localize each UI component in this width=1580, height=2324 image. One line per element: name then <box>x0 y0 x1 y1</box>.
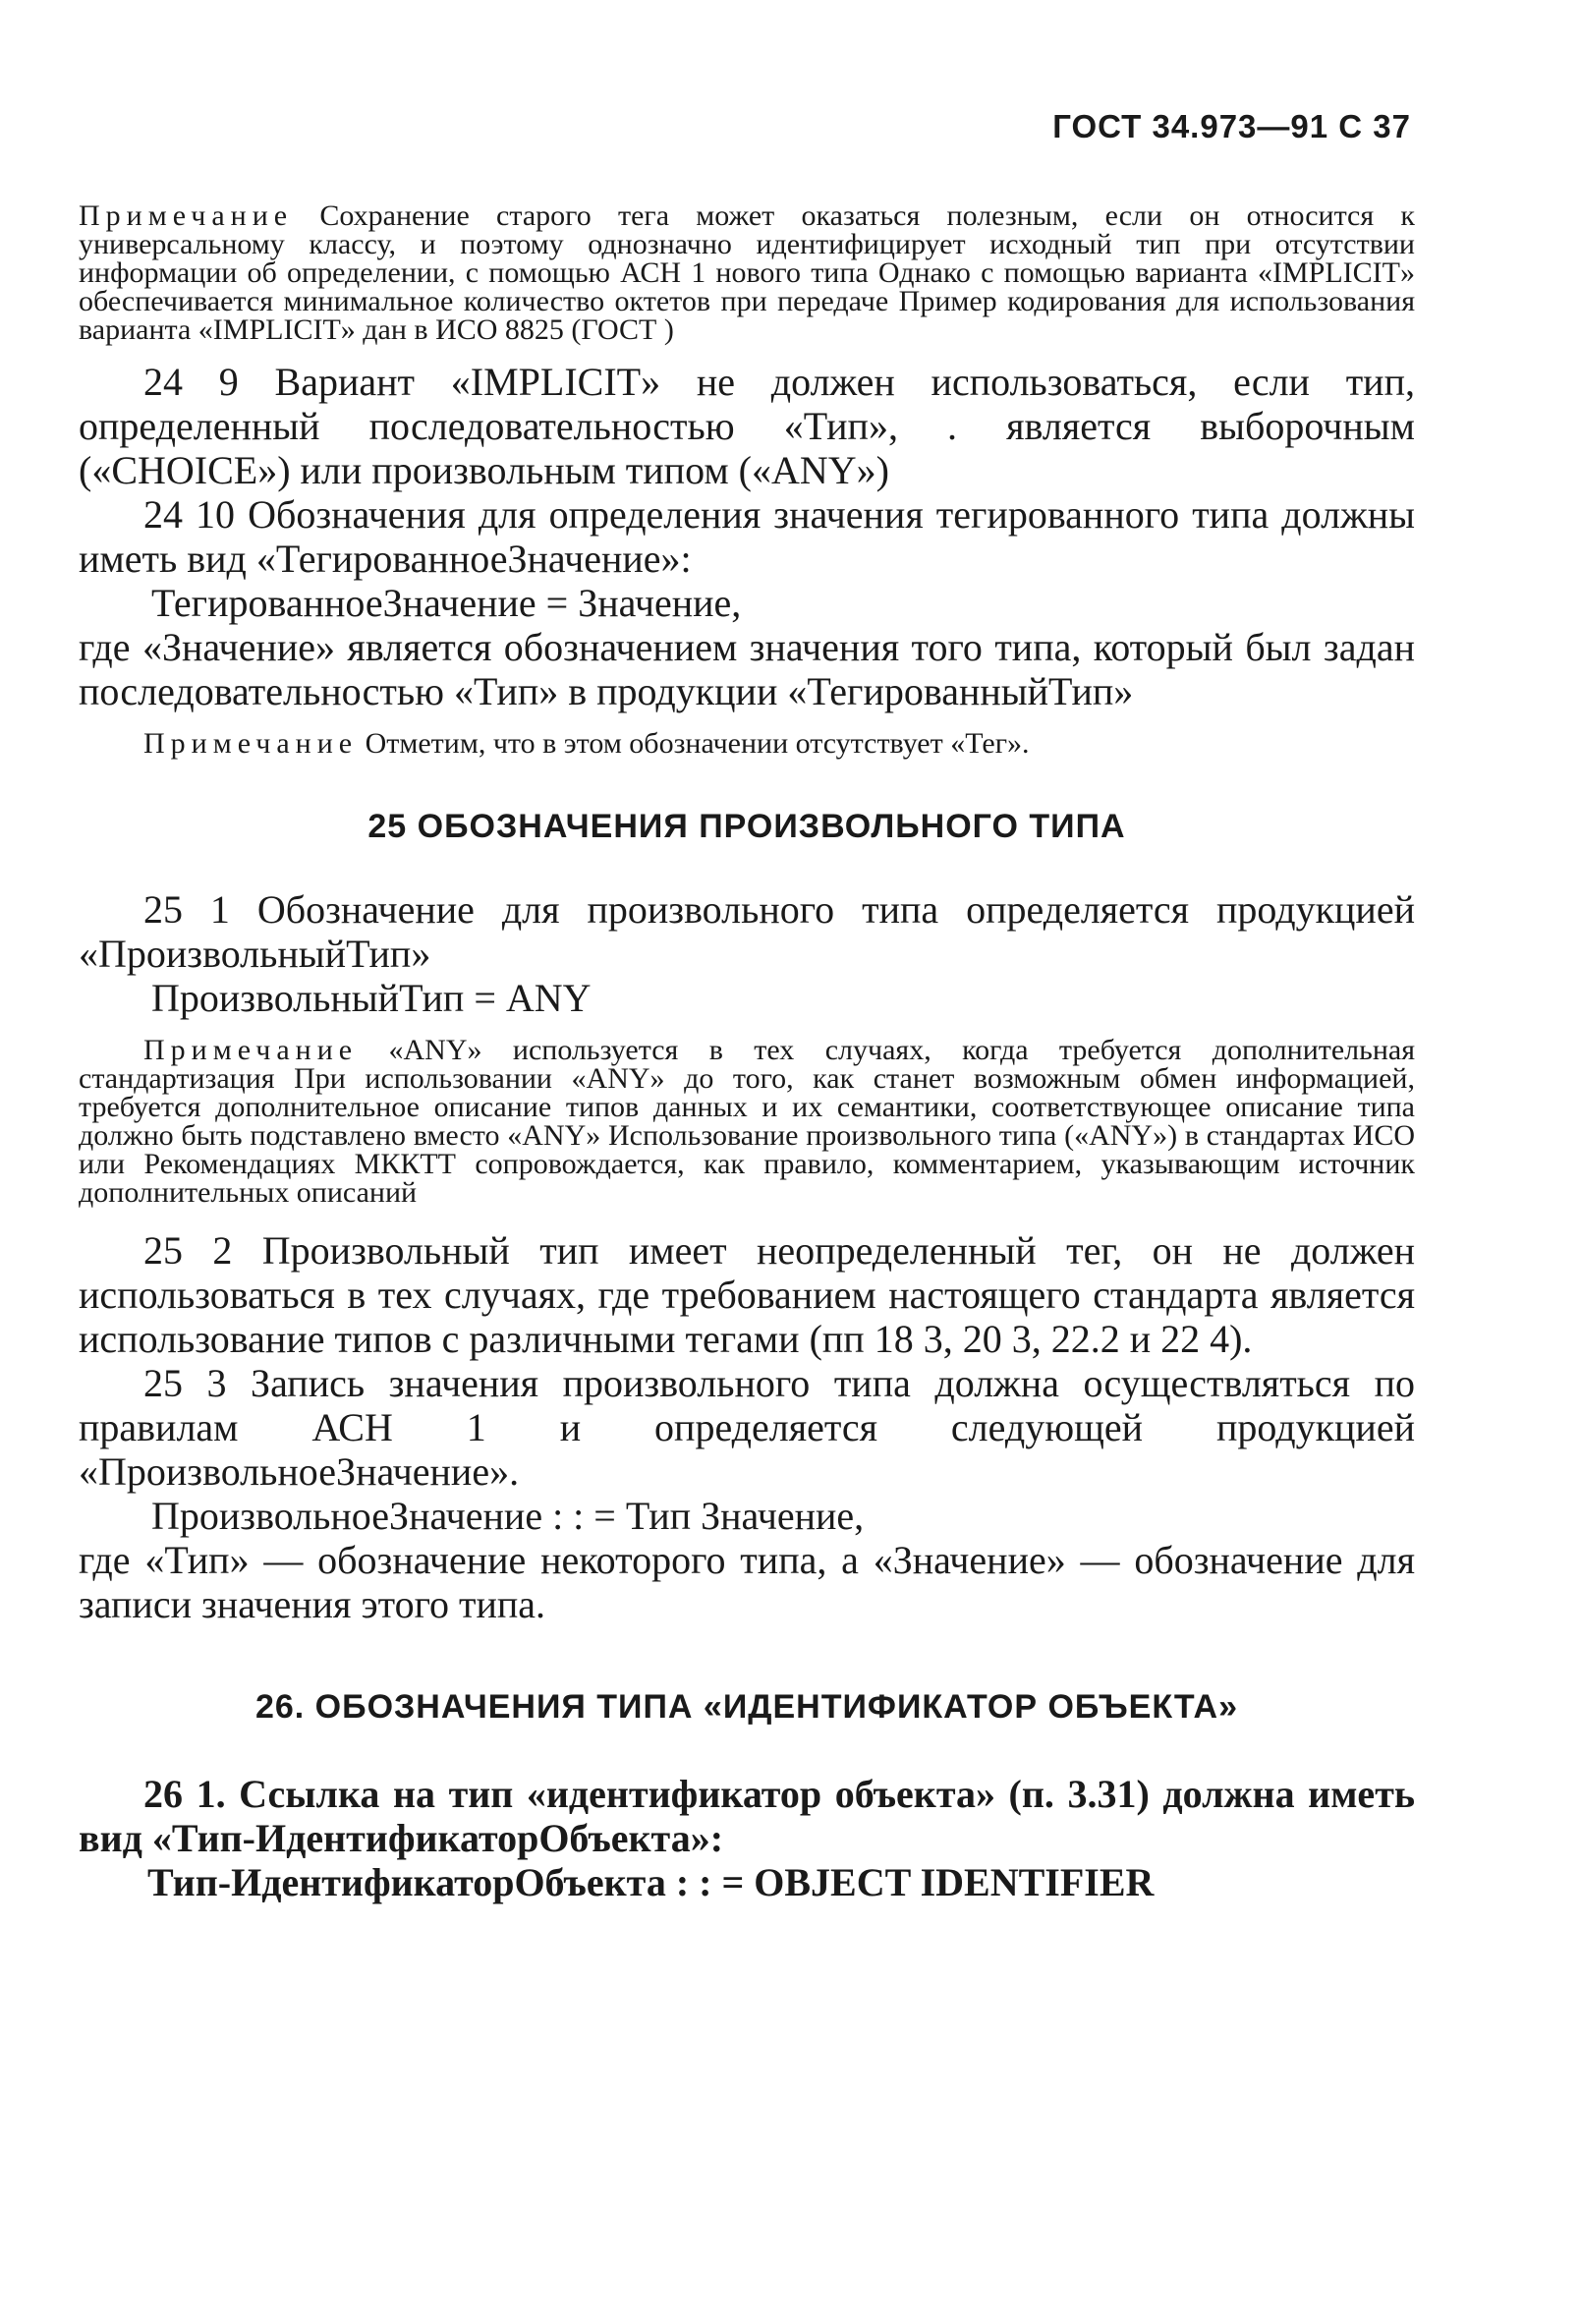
paragraph-24-9: 24 9 Вариант «IMPLICIT» не должен использоваться, если тип, определенный последовательностью «Тип», . является выборочным («CHOICE») или произвольным типом («ANY») <box>79 360 1415 492</box>
section-heading-25: 25 ОБОЗНАЧЕНИЯ ПРОИЗВОЛЬНОГО ТИПА <box>367 808 1126 845</box>
note-label: Примечание <box>143 1034 359 1066</box>
page-content <box>79 201 1415 1904</box>
formula-any-value: ПроизвольноеЗначение : : = Тип Значение, <box>151 1494 865 1538</box>
note-text: Отметим, что в этом обозначении отсутствует «Тег». <box>365 727 1030 760</box>
note-implicit <box>79 201 1415 344</box>
paragraph-tagged-where: где «Значение» является обозначением значения того типа, который был задан последовательностью «Тип» в продукции «ТегированныйТип» <box>79 625 1415 713</box>
formula-tagged-value: ТегированноеЗначение = Значение, <box>151 581 742 625</box>
formula-object-identifier: Тип-ИдентификаторОбъекта : : = OBJECT IDENTIFIER <box>147 1860 1155 1904</box>
note-any <box>79 1036 1415 1207</box>
note-label: Примечание <box>79 199 294 232</box>
paragraph-24-10: 24 10 Обозначения для определения значения тегированного типа должны иметь вид «ТегированноеЗначение»: <box>79 492 1415 581</box>
note-tag <box>79 729 1415 758</box>
note-label: Примечание <box>143 727 359 760</box>
note-text: Сохранение старого тега может оказаться полезным, если он относится к универсальному классу, и поэтому однозначно идентифицирует исходный тип при отсутствии информации об определении, с помощью АСН 1 нового типа Однако с помощью варианта «IMPLICIT» обеспечивается минимальное количество октетов при передаче Пример кодирования для использования варианта «IMPLICIT» дан в ИСО 8825 (ГОСТ ) <box>79 199 1416 346</box>
paragraph-25-1: 25 1 Обозначение для произвольного типа определяется продукцией «ПроизвольныйТип» <box>79 887 1415 976</box>
note-text: «ANY» используется в тех случаях, когда требуется дополнительная стандартизация При использовании «ANY» до того, как станет возможным обмен информацией, требуется дополнительное описание типов данных и их семантики, соответствующее описание типа должно быть подставлено вместо «ANY» Использование произвольного типа («ANY») в стандартах ИСО или Рекомендациях МККТТ сопровождается, как правило, комментарием, указывающим источник дополнительных описаний <box>79 1034 1415 1209</box>
paragraph-26-1: 26 1. Ссылка на тип «идентификатор объекта» (п. 3.31) должна иметь вид «Тип-ИдентификаторОбъекта»: <box>79 1772 1415 1860</box>
page-header: ГОСТ 34.973—91 С 37 <box>1052 108 1411 144</box>
paragraph-25-2: 25 2 Произвольный тип имеет неопределенный тег, он не должен использоваться в тех случаях, где требованием настоящего стандарта является использование типов с различными тегами (пп 18 3, 20 3, 22.2 и 22 4). <box>79 1228 1415 1361</box>
section-heading-26: 26. ОБОЗНАЧЕНИЯ ТИПА «ИДЕНТИФИКАТОР ОБЪЕКТА» <box>254 1688 1239 1726</box>
paragraph-any-where: где «Тип» — обозначение некоторого типа, а «Значение» — обозначение для записи значения этого типа. <box>79 1538 1415 1626</box>
formula-any-type: ПроизвольныйТип = ANY <box>151 976 592 1020</box>
paragraph-25-3: 25 3 Запись значения произвольного типа должна осуществляться по правилам АСН 1 и определяется следующей продукцией «ПроизвольноеЗначение». <box>79 1361 1415 1494</box>
